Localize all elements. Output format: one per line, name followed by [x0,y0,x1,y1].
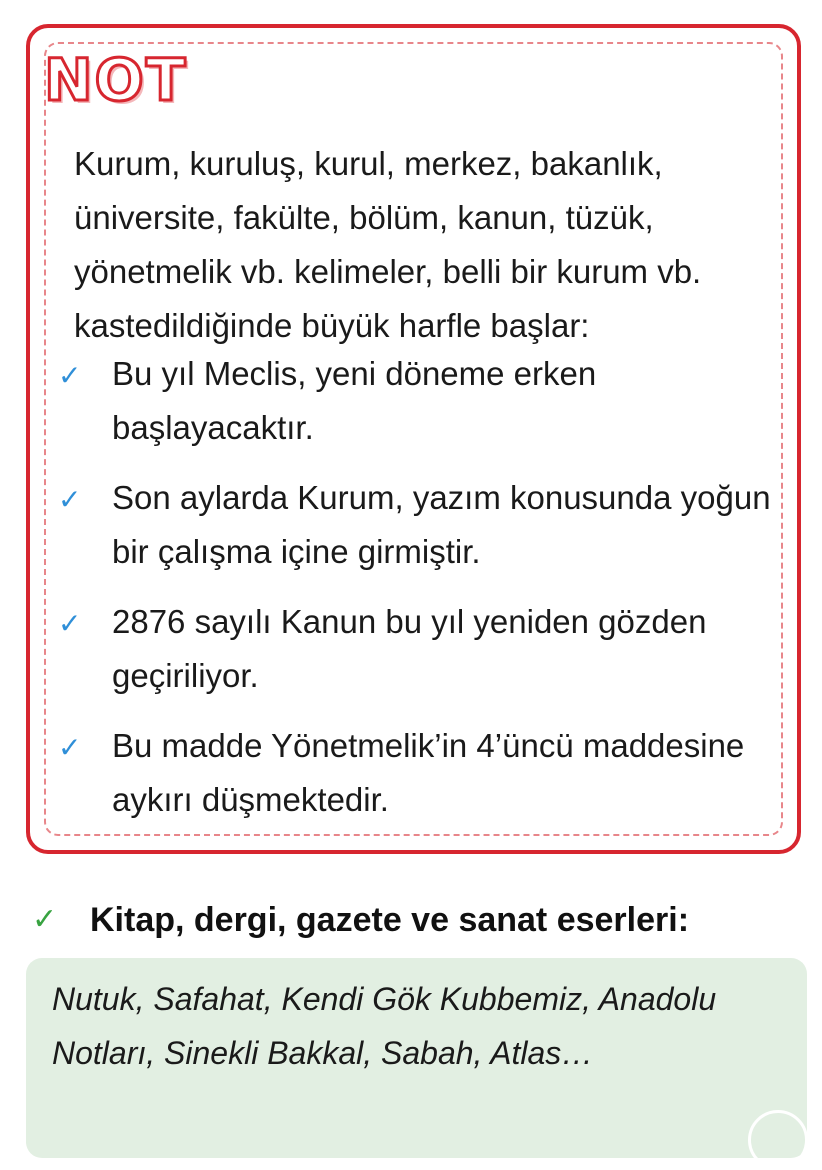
example-box [26,958,807,1158]
list-item [56,471,776,579]
note-intro-text: Kurum, kuruluş, kurul, merkez, bakanlık, üniversite, fakülte, bölüm, kanun, tüzük, yönetmelik vb. kelimeler, belli bir kurum vb. kastedildiğinde büyük harfle başlar: [74,145,702,344]
list-item [56,719,776,827]
list-item-text: Son aylarda Kurum, yazım konusunda yoğun bir çalışma içine girmiştir. [112,479,771,570]
list-item-text: Bu yıl Meclis, yeni döneme erken başlayacaktır. [112,355,597,446]
note-example-list [56,347,776,843]
section-heading: Kitap, dergi, gazete ve sanat eserleri: [90,901,690,939]
example-text: Nutuk, Safahat, Kendi Gök Kubbemiz, Anadolu Notları, Sinekli Bakkal, Sabah, Atlas… [52,981,717,1071]
check-icon: ✓ [58,360,82,391]
check-icon: ✓ [58,732,82,763]
list-item-text: Bu madde Yönetmelik’in 4’üncü maddesine aykırı düşmektedir. [112,727,745,818]
check-icon: ✓ [58,608,82,639]
list-item [56,347,776,455]
note-title: NOT [44,46,188,114]
corner-decoration [748,1110,808,1170]
section-check-icon: ✓ [32,903,58,936]
check-icon: ✓ [58,484,82,515]
list-item [56,595,776,703]
list-item-text: 2876 sayılı Kanun bu yıl yeniden gözden geçiriliyor. [112,603,707,694]
